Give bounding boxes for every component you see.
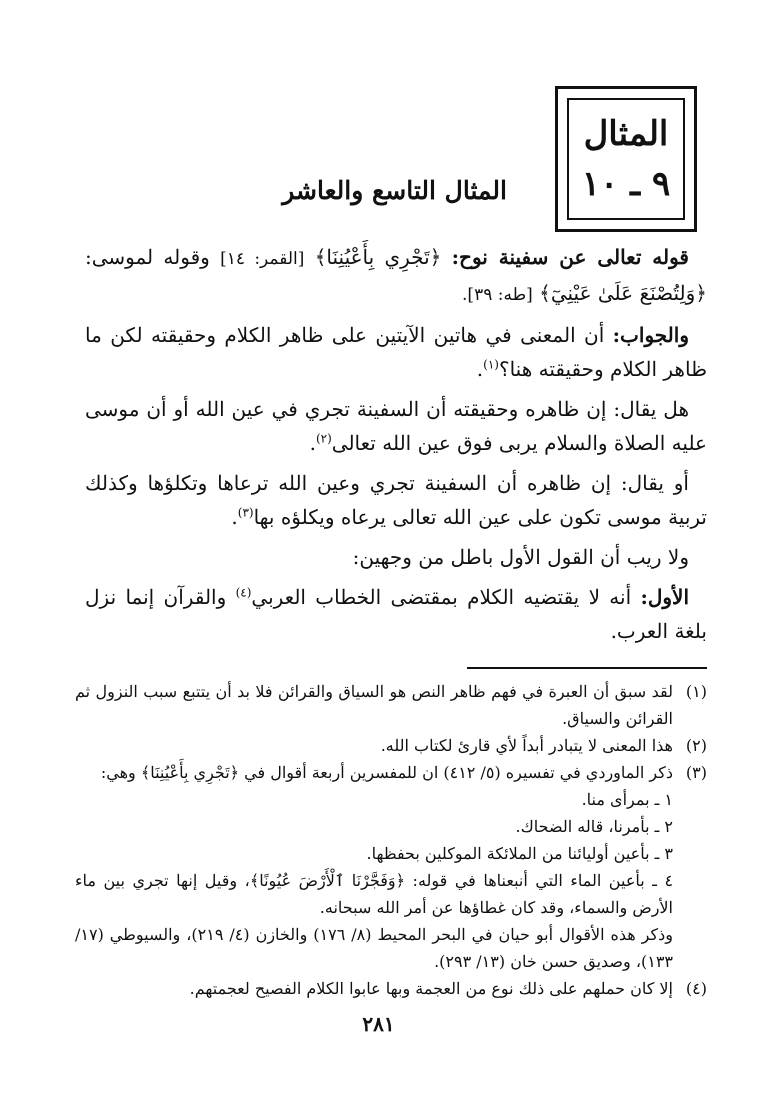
paragraph bbox=[85, 466, 707, 534]
footnote-text: إلا كان حملهم على ذلك نوع من العجمة وبها عابوا الكلام الفصيح لعجمتهم. bbox=[189, 979, 673, 998]
footnote-text: لقد سبق أن العبرة في فهم ظاهر النص هو السياق والقرائن فلا بد أن يتتبع سبب النزول ثم القرائن والسياق. bbox=[75, 682, 673, 728]
footnote bbox=[75, 732, 707, 759]
footnote-marker: (٣) bbox=[237, 505, 254, 520]
paragraph-text: ولا ريب أن القول الأول باطل من وجهين: bbox=[352, 545, 689, 569]
verse-reference: [القمر: ١٤] bbox=[220, 249, 305, 269]
chapter-box-inner bbox=[567, 98, 685, 220]
section-title: المثال التاسع والعاشر bbox=[282, 176, 507, 205]
quran-verse: ﴿تَجْرِي بِأَعْيُنِنَا﴾ bbox=[140, 763, 240, 782]
paragraph-end: والقرآن إنما نزل بلغة العرب. bbox=[85, 585, 707, 643]
footnote-text-part: ذكر الماوردي في تفسيره (٥/ ٤١٢) ان للمفسرين أربعة أقوال في bbox=[244, 763, 673, 782]
chapter-number: ٩ ـ ١٠ bbox=[581, 164, 671, 204]
footnote-separator bbox=[467, 667, 707, 669]
footnote-number: (٢) bbox=[685, 736, 707, 755]
footnote bbox=[75, 759, 707, 786]
chapter-label: المثال bbox=[583, 114, 669, 154]
footnote-text-part: ، وقيل إنها تجري بين ماء الأرض والسماء، وقد كان غطاؤها عن أمر الله سبحانه. bbox=[75, 871, 673, 917]
footnote-marker: (١) bbox=[483, 357, 499, 372]
paragraph-text: هل يقال: إن ظاهره وحقيقته أن السفينة تجري في عين الله أو أن موسى عليه الصلاة والسلام يربى فوق عين الله تعالى bbox=[85, 397, 707, 455]
paragraph-lead: الأول: bbox=[640, 585, 690, 609]
footnote-marker: (٤) bbox=[235, 585, 252, 600]
page-number: ٢٨١ bbox=[362, 1012, 395, 1036]
chapter-box bbox=[555, 86, 697, 232]
footnote-text: هذا المعنى لا يتبادر أبداً لأي قارئ لكتاب الله. bbox=[380, 736, 673, 755]
footnote-text-part: ٤ ـ بأعين الماء التي أنبعناها في قوله: bbox=[412, 871, 674, 890]
paragraph-text: أنه لا يقتضيه الكلام بمقتضى الخطاب العربي bbox=[251, 585, 632, 609]
paragraph-text: أو يقال: إن ظاهره أن السفينة تجري وعين الله ترعاها وتكلؤها وكذلك تربية موسى تكون على عين الله تعالى يرعاه ويكلؤه بها bbox=[85, 471, 707, 529]
paragraph-end: . bbox=[476, 357, 484, 381]
quran-verse: ﴿وَلِتُصْنَعَ عَلَىٰ عَيْنِيٓ﴾ bbox=[539, 281, 707, 305]
footnote-list-item: ١ ـ بمرأى منا. bbox=[581, 790, 673, 809]
footnotes bbox=[75, 678, 707, 1002]
quran-verse: ﴿وَفَجَّرْنَا ٱلْأَرْضَ عُيُونًا﴾ bbox=[249, 871, 406, 890]
footnote-number: (٤) bbox=[685, 979, 707, 998]
paragraph-end: . bbox=[309, 431, 316, 455]
paragraph-lead: قوله تعالى عن سفينة نوح: bbox=[451, 245, 689, 269]
paragraph-text: أن المعنى في هاتين الآيتين على ظاهر الكلام وحقيقته لكن ما ظاهر الكلام وحقيقته هنا؟ bbox=[85, 323, 707, 381]
footnote-text bbox=[75, 759, 673, 786]
footnote-list-item: ٣ ـ بأعين أوليائنا من الملائكة الموكلين بحفظها. bbox=[366, 844, 673, 863]
footnote-list-item bbox=[75, 867, 707, 921]
footnote-number: (١) bbox=[685, 682, 707, 701]
body-text bbox=[85, 240, 707, 654]
footnote-number: (٣) bbox=[685, 763, 707, 782]
quran-verse: ﴿تَجْرِي بِأَعْيُنِنَا﴾ bbox=[314, 245, 442, 269]
footnote bbox=[75, 975, 707, 1002]
footnote-closing: وذكر هذه الأقوال أبو حيان في البحر المحيط (٨/ ١٧٦) والخازن (٤/ ٢١٩)، والسيوطي (١٧/ ١٣٣)، وصديق حسن خان (١٣/ ٢٩٣). bbox=[75, 925, 673, 971]
paragraph-text: وقوله لموسى: bbox=[85, 245, 210, 269]
footnote-marker: (٢) bbox=[315, 431, 332, 446]
paragraph bbox=[85, 540, 707, 574]
paragraph-lead: والجواب: bbox=[612, 323, 689, 347]
footnote bbox=[75, 678, 707, 732]
paragraph bbox=[85, 580, 707, 648]
verse-reference: [طه: ٣٩]. bbox=[462, 285, 533, 305]
paragraph bbox=[85, 318, 707, 386]
paragraph bbox=[85, 392, 707, 460]
footnote-list-item: ٢ ـ بأمرنا، قاله الضحاك. bbox=[515, 817, 673, 836]
paragraph-end: . bbox=[231, 505, 238, 529]
paragraph bbox=[85, 240, 707, 312]
footnote-text-part: وهي: bbox=[100, 763, 136, 782]
